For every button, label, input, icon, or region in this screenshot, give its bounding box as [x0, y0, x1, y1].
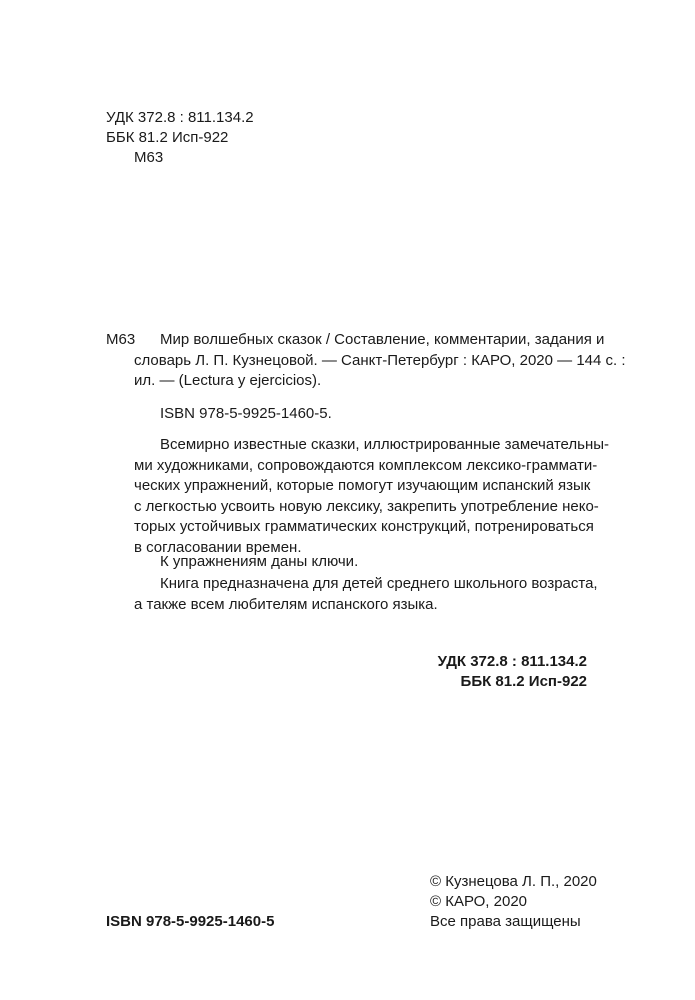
annotation-line-1: Всемирно известные сказки, иллюстрированные замечательны-	[160, 436, 610, 453]
copyright-publisher: © КАРО, 2020	[430, 893, 528, 910]
header-author-mark: М63	[134, 149, 164, 166]
bib-description	[160, 330, 605, 351]
bib-line-3: ил. — (Lectura y ejercicios).	[134, 372, 322, 389]
bottom-isbn: ISBN 978-5-9925-1460-5	[106, 913, 275, 930]
bib-isbn: ISBN 978-5-9925-1460-5.	[160, 405, 332, 422]
annotation-line-3: ческих упражнений, которые помогут изучающим испанский язык	[134, 477, 591, 494]
bib-line-2: словарь Л. П. Кузнецовой. — Санкт-Петербург : КАРО, 2020 — 144 с. :	[134, 351, 626, 369]
copyright-author: © Кузнецова Л. П., 2020	[430, 873, 597, 890]
header-udk: УДК 372.8 : 811.134.2	[106, 109, 254, 126]
header-bbk: ББК 81.2 Исп-922	[106, 129, 229, 146]
annotation-line-6: в согласовании времен.	[134, 538, 302, 556]
annotation-line-4: с легкостью усвоить новую лексику, закрепить употребление неко-	[134, 497, 599, 515]
bib-author-mark: М63	[106, 331, 136, 348]
annotation-p3-line-2: а также всем любителям испанского языка.	[134, 595, 438, 613]
bib-line-1: Мир волшебных сказок / Составление, комментарии, задания и	[160, 331, 605, 348]
annotation-line-2: ми художниками, сопровождаются комплексом лексико-граммати-	[134, 456, 598, 474]
copyright-rights: Все права защищены	[430, 913, 581, 930]
footer-bbk: ББК 81.2 Исп-922	[460, 673, 587, 690]
bib-description-cont	[134, 351, 626, 392]
annotation-paragraph-2: К упражнениям даны ключи.	[160, 553, 359, 570]
annotation-paragraph-1-first	[160, 435, 610, 456]
annotation-paragraph-3-first	[160, 574, 598, 595]
annotation-paragraph-1	[134, 456, 599, 559]
annotation-line-5: торых устойчивых грамматических конструкций, потренироваться	[134, 518, 594, 535]
annotation-p3-line-1: Книга предназначена для детей среднего школьного возраста,	[160, 575, 598, 592]
footer-udk: УДК 372.8 : 811.134.2	[437, 653, 587, 670]
